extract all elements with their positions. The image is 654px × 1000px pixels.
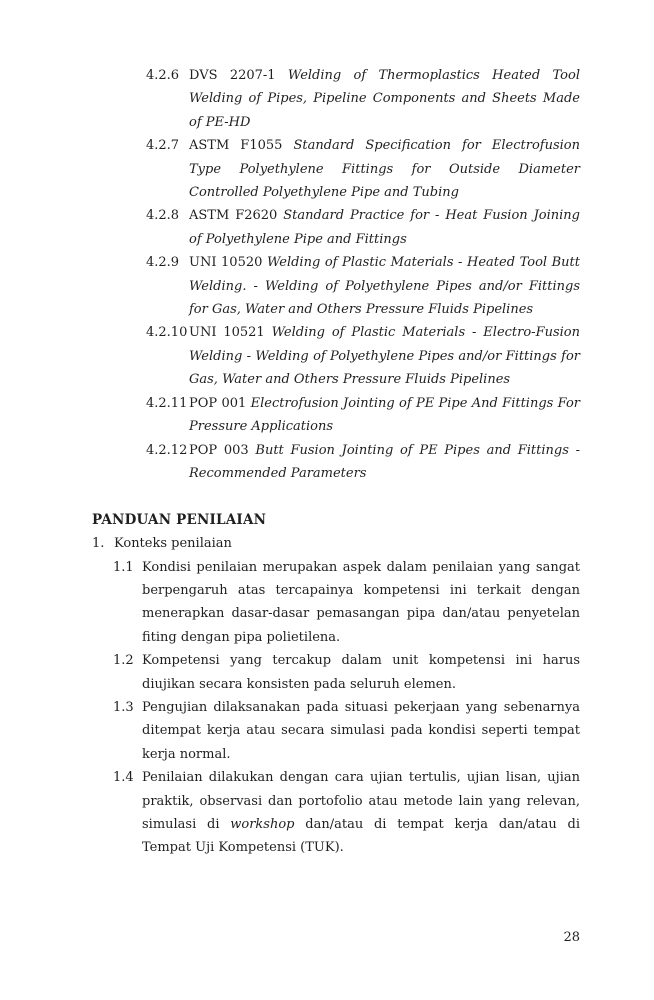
reference-number: 4.2.6 bbox=[146, 68, 180, 83]
assessment-item-number: 1.2 bbox=[113, 653, 134, 669]
reference-item bbox=[92, 204, 580, 251]
assessment-item-text: Penilaian dilakukan dengan cara ujian tertulis, ujian lisan, ujian praktik, observasi dan portofolio atau metode lain yang relevan, simulasi di workshop dan/atau di tempat kerja dan/atau di Tempat Uji Kompetensi (TUK). bbox=[142, 770, 580, 856]
assessment-item-text: Pengujian dilaksanakan pada situasi pekerjaan yang sebenarnya ditempat kerja atau secara simulasi pada kondisi seperti tempat kerja normal. bbox=[142, 699, 580, 762]
reference-item bbox=[92, 439, 580, 486]
section-number: 1. bbox=[92, 536, 105, 552]
section-heading: PANDUAN PENILAIAN bbox=[92, 511, 267, 528]
assessment-item bbox=[92, 696, 580, 766]
reference-title: Welding of Plastic Materials - Heated Tool Butt Welding. - Welding of Polyethylene Pipes and/or Fittings for Gas, Water and Others Pressure Fluids Pipelines bbox=[189, 255, 580, 318]
reference-code: UNI 10521 bbox=[189, 325, 265, 341]
reference-title: Welding of Thermoplastics Heated Tool Welding of Pipes, Pipeline Components and Sheets Made of PE-HD bbox=[189, 68, 580, 130]
reference-item bbox=[92, 64, 580, 134]
assessment-item-text: Kompetensi yang tercakup dalam unit kompetensi ini harus diujikan secara konsisten pada seluruh elemen. bbox=[142, 653, 580, 692]
reference-code: ASTM F1055 bbox=[189, 138, 283, 154]
reference-number: 4.2.9 bbox=[146, 255, 180, 271]
numbered-section bbox=[92, 532, 580, 555]
reference-title: Standard Practice for - Heat Fusion Joining of Polyethylene Pipe and Fittings bbox=[189, 208, 580, 247]
reference-title: Welding of Plastic Materials - Electro-Fusion Welding - Welding of Polyethylene Pipes and/or Fittings for Gas, Water and Others Pressure Fluids Pipelines bbox=[189, 325, 580, 388]
reference-number: 4.2.12 bbox=[146, 442, 188, 458]
assessment-item-number: 1.3 bbox=[113, 699, 134, 715]
assessment-item-number: 1.1 bbox=[113, 559, 134, 575]
assessment-item-text: Kondisi penilaian merupakan aspek dalam penilaian yang sangat berpengaruh atas tercapainya kompetensi ini terkait dengan menerapkan dasar-dasar pemasangan pipa dan/atau penyetelan fiting dengan pipa polietilena. bbox=[142, 559, 580, 645]
reference-number: 4.2.11 bbox=[146, 395, 188, 411]
reference-number: 4.2.8 bbox=[146, 208, 180, 224]
assessment-item bbox=[92, 649, 580, 696]
assessment-item bbox=[92, 556, 580, 650]
reference-number: 4.2.7 bbox=[146, 138, 180, 154]
assessment-item-number: 1.4 bbox=[113, 770, 134, 786]
reference-code: DVS 2207-1 bbox=[189, 68, 276, 83]
reference-item bbox=[92, 392, 580, 439]
reference-title: Standard Specification for Electrofusion Type Polyethylene Fittings for Outside Diameter Controlled Polyethylene Pipe and Tubing bbox=[189, 138, 580, 201]
section-title: Konteks penilaian bbox=[114, 536, 232, 552]
assessment-item bbox=[92, 766, 580, 860]
reference-number: 4.2.10 bbox=[146, 325, 188, 341]
reference-item bbox=[92, 251, 580, 321]
reference-item bbox=[92, 321, 580, 391]
reference-title: Butt Fusion Jointing of PE Pipes and Fittings - Recommended Parameters bbox=[189, 442, 580, 481]
reference-code: POP 003 bbox=[189, 442, 249, 458]
reference-code: UNI 10520 bbox=[189, 255, 263, 271]
italic-term: workshop bbox=[230, 816, 295, 832]
reference-title: Electrofusion Jointing of PE Pipe And Fittings For Pressure Applications bbox=[189, 395, 580, 435]
page-number: 28 bbox=[563, 930, 580, 945]
reference-code: ASTM F2620 bbox=[189, 208, 278, 224]
page-content bbox=[92, 64, 580, 860]
reference-item bbox=[92, 134, 580, 204]
reference-code: POP 001 bbox=[189, 395, 247, 411]
